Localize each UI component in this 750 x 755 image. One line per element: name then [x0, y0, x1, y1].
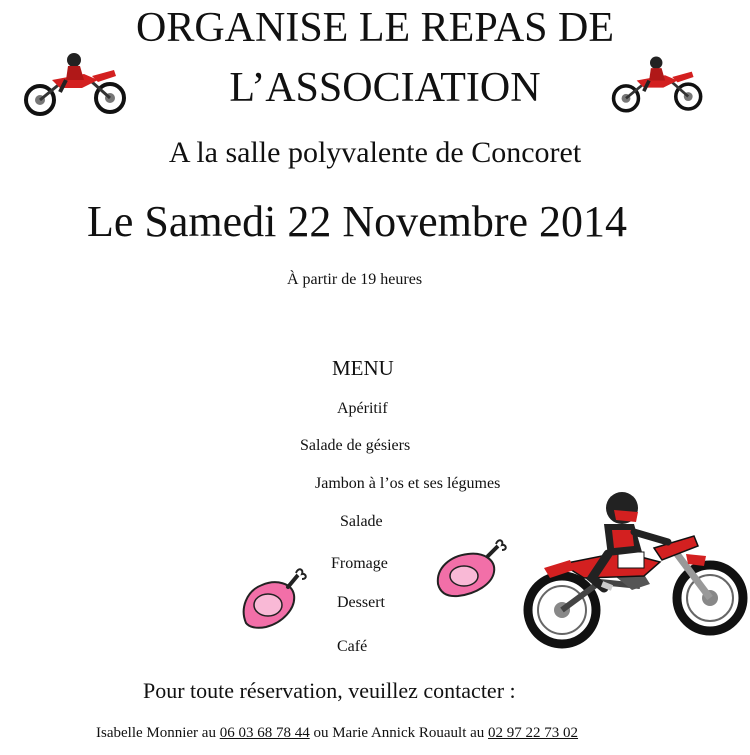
menu-item-dessert: Dessert — [337, 594, 385, 611]
event-date: Le Samedi 22 Novembre 2014 — [86, 197, 628, 246]
contact-person-1: Isabelle Monnier au — [96, 725, 216, 741]
motocross-icon — [22, 52, 130, 118]
menu-item-cafe: Café — [337, 638, 368, 655]
phone-link-2[interactable]: 02 97 22 73 02 — [488, 725, 579, 741]
motocross-icon — [610, 52, 706, 118]
motocross-rider-icon — [522, 490, 748, 650]
title-line-2: L’ASSOCIATION — [229, 65, 541, 111]
ham-icon — [238, 565, 308, 633]
menu-item-aperitif: Apéritif — [337, 400, 388, 417]
menu-item-jambon: Jambon à l’os et ses légumes — [315, 475, 501, 492]
menu-item-fromage: Fromage — [331, 555, 388, 572]
event-time: À partir de 19 heures — [287, 271, 423, 288]
phone-link-1[interactable]: 06 03 68 78 44 — [219, 725, 310, 741]
contact-separator: ou Marie Annick Rouault au — [313, 725, 485, 741]
menu-heading: MENU — [332, 356, 394, 380]
contact-line — [96, 725, 578, 742]
reservation-prompt: Pour toute réservation, veuillez contacter : — [143, 678, 516, 703]
menu-item-salade-gesiers: Salade de gésiers — [300, 437, 411, 454]
ham-icon — [434, 540, 508, 602]
venue-line: A la salle polyvalente de Concoret — [168, 136, 582, 169]
menu-item-salade: Salade — [340, 513, 383, 530]
title-line-1: ORGANISE LE REPAS DE — [136, 5, 614, 51]
